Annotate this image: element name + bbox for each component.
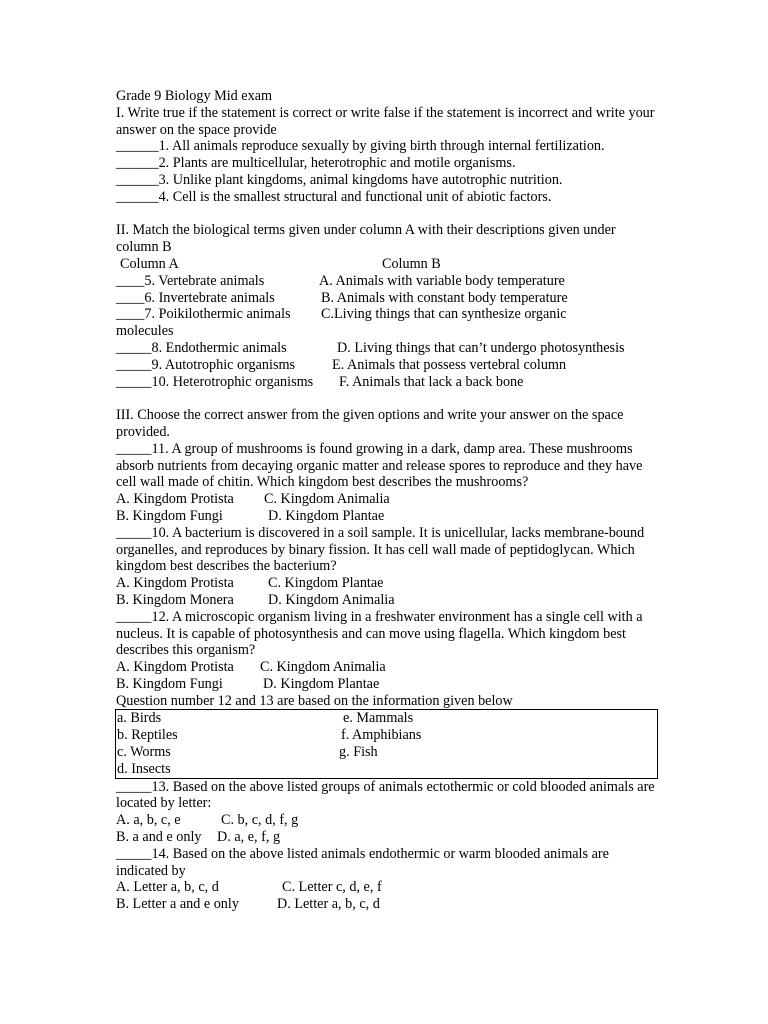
option-c: C. Letter c, d, e, f [282, 879, 382, 896]
group-item: b. Reptiles [117, 727, 178, 744]
group-item: e. Mammals [343, 710, 414, 727]
match-term: _____9. Autotrophic organisms [116, 356, 296, 373]
tf-item-4: ______4. Cell is the smallest structural and functional unit of abiotic factors. [116, 188, 552, 205]
match-row [116, 374, 661, 391]
group-item: d. Insects [117, 760, 171, 777]
group-item: g. Fish [339, 744, 378, 761]
match-term: _____8. Endothermic animals [116, 339, 287, 356]
exam-content [116, 88, 661, 913]
question-stem: _____11. A group of mushrooms is found growing in a dark, damp area. These mushrooms absorb nutrients from decaying organic matter and release spores to reproduce and they have cell wall made of chitin. Which kingdom best describes the mushrooms? [116, 440, 643, 491]
option-c: C. Kingdom Animalia [260, 659, 386, 676]
match-term: ____5. Vertebrate animals [116, 272, 265, 289]
group-item: f. Amphibians [341, 727, 422, 744]
animal-groups-box [115, 709, 658, 778]
options-row [116, 592, 661, 609]
option-c: C. Kingdom Plantae [268, 575, 384, 592]
match-description: A. Animals with variable body temperature [319, 272, 565, 289]
question-stem: _____13. Based on the above listed groups of animals ectothermic or cold blooded animals are located by letter: [116, 778, 655, 812]
option-b: B. a and e only [116, 829, 202, 846]
tf-item-3: ______3. Unlike plant kingdoms, animal kingdoms have autotrophic nutrition. [116, 171, 563, 188]
options-row [116, 491, 661, 508]
match-description: E. Animals that possess vertebral column [332, 356, 567, 373]
part2-instruction: II. Match the biological terms given under column A with their descriptions given under column B [116, 222, 616, 256]
options-row [116, 676, 661, 693]
exam-title: Grade 9 Biology Mid exam [116, 88, 273, 104]
option-d: D. a, e, f, g [217, 829, 281, 846]
box-row [117, 727, 657, 744]
group-item: c. Worms [117, 744, 171, 761]
column-b-header: Column B [382, 255, 441, 272]
options-row [116, 812, 661, 829]
option-d: D. Letter a, b, c, d [277, 896, 380, 913]
question-stem: _____14. Based on the above listed animals endothermic or warm blooded animals are indicated by [116, 845, 609, 879]
option-a: A. Kingdom Protista [116, 659, 234, 676]
options-row [116, 508, 661, 525]
option-b: B. Kingdom Fungi [116, 675, 223, 692]
box-row [117, 744, 657, 761]
match-description: B. Animals with constant body temperature [321, 289, 568, 306]
match-row [116, 273, 661, 290]
options-row [116, 659, 661, 676]
option-b: B. Kingdom Monera [116, 591, 234, 608]
part1-instruction: I. Write true if the statement is correct or write false if the statement is incorrect and write your answer on the space provide [116, 104, 655, 138]
option-d: D. Kingdom Plantae [263, 675, 380, 692]
option-b: B. Letter a and e only [116, 896, 239, 913]
options-row [116, 879, 661, 896]
option-a: A. Kingdom Protista [116, 575, 234, 592]
option-d: D. Kingdom Animalia [268, 591, 395, 608]
option-c: C. b, c, d, f, g [221, 812, 299, 829]
option-a: A. a, b, c, e [116, 812, 181, 829]
match-description: F. Animals that lack a back bone [339, 373, 524, 390]
box-row [117, 710, 657, 727]
question-stem: _____10. A bacterium is discovered in a soil sample. It is unicellular, lacks membrane-bound organelles, and reproduces by binary fission. It has cell wall made of peptidoglycan. Which kingdom best describes the bacterium? [116, 524, 645, 575]
option-d: D. Kingdom Plantae [268, 507, 385, 524]
option-b: B. Kingdom Fungi [116, 507, 223, 524]
column-a-header: Column A [120, 255, 179, 272]
options-row [116, 575, 661, 592]
option-a: A. Kingdom Protista [116, 491, 234, 508]
tf-item-1: ______1. All animals reproduce sexually by giving birth through internal fertilization. [116, 138, 605, 155]
box-row [117, 761, 657, 778]
match-row [116, 357, 661, 374]
match-row [116, 340, 661, 357]
part3-instruction: III. Choose the correct answer from the given options and write your answer on the space provided. [116, 407, 624, 440]
match-row [116, 290, 661, 307]
match-term: ____6. Invertebrate animals [116, 289, 275, 306]
group-item: a. Birds [117, 710, 162, 727]
tf-item-2: ______2. Plants are multicellular, heterotrophic and motile organisms. [116, 155, 516, 172]
match-row [116, 323, 661, 340]
options-row [116, 829, 661, 846]
match-description: C.Living things that can synthesize organic [321, 306, 567, 323]
match-term: _____10. Heterotrophic organisms [116, 373, 314, 390]
match-row [116, 306, 661, 323]
match-term: ____7. Poikilothermic animals [116, 306, 291, 323]
option-c: C. Kingdom Animalia [264, 491, 390, 508]
question-stem: _____12. A microscopic organism living in a freshwater environment has a single cell with a nucleus. It is capable of photosynthesis and can move using flagella. Which kingdom best describes this organism? [116, 608, 643, 659]
info-note: Question number 12 and 13 are based on the information given below [116, 692, 513, 709]
match-term: molecules [116, 323, 174, 340]
match-header-row [116, 256, 661, 273]
match-description: D. Living things that can’t undergo photosynthesis [337, 339, 625, 356]
options-row [116, 896, 661, 913]
option-a: A. Letter a, b, c, d [116, 879, 219, 896]
